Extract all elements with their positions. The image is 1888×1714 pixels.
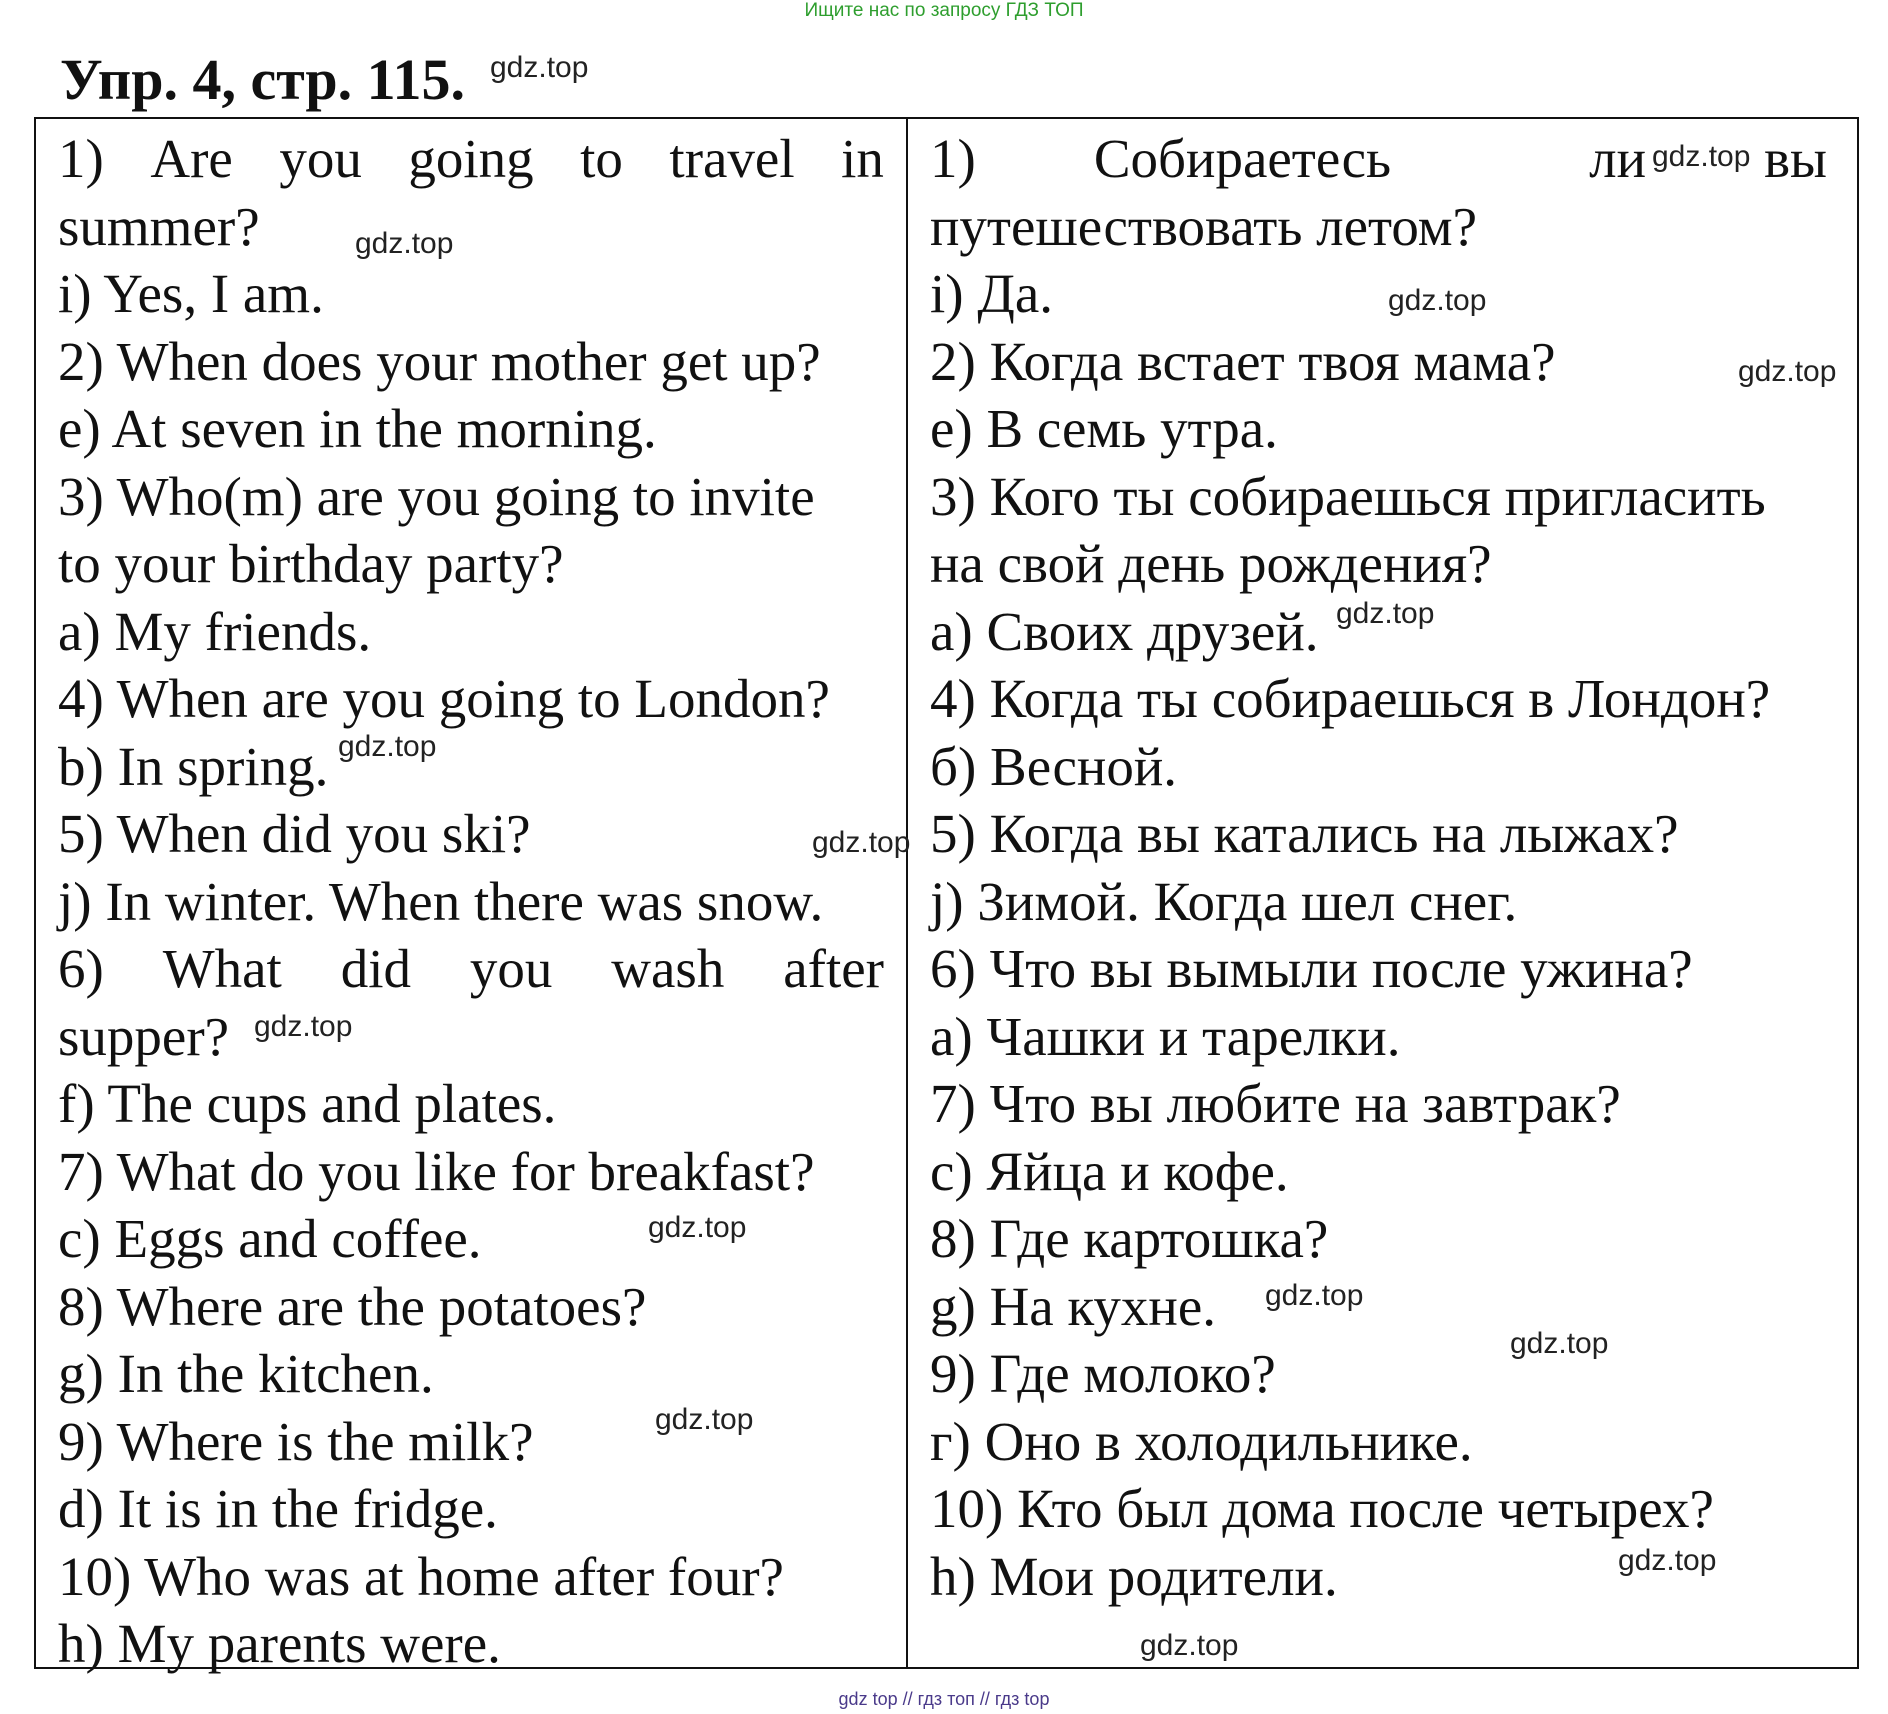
question-line: 7) Что вы любите на завтрак?	[930, 1073, 1621, 1134]
question-line: 8) Где картошка?	[930, 1208, 1329, 1269]
answer-line: e) В семь утра.	[930, 398, 1278, 459]
answer-line: b) In spring.	[58, 735, 329, 797]
question-line: 8) Where are the potatoes?	[58, 1275, 647, 1337]
question-line: 7) What do you like for breakfast?	[58, 1140, 815, 1202]
answer-line: j) In winter. When there was snow.	[58, 870, 824, 932]
watermark: gdz.top	[1652, 140, 1751, 173]
watermark: gdz.top	[1388, 284, 1487, 317]
column-divider	[906, 117, 908, 1669]
watermark: gdz.top	[1265, 1279, 1364, 1312]
watermark: gdz.top	[1618, 1544, 1717, 1577]
answer-line: а) Чашки и тарелки.	[930, 1005, 1401, 1067]
question-line: 4) Когда ты собираешься в Лондон?	[930, 668, 1771, 729]
question-line: 5) Когда вы катались на лыжах?	[930, 803, 1679, 864]
answer-line: g) In the kitchen.	[58, 1343, 434, 1404]
question-line: summer?	[58, 195, 260, 257]
question-line: 4) When are you going to London?	[58, 668, 830, 729]
question-line: 2) Когда встает твоя мама?	[930, 330, 1556, 392]
answer-line: с) Яйца и кофе.	[930, 1140, 1289, 1202]
answer-line: i) Да.	[930, 263, 1054, 324]
question-line: 3) Кого ты собираешься пригласить	[930, 465, 1766, 527]
question-line: 5) When did you ski?	[58, 803, 531, 864]
watermark: gdz.top	[254, 1010, 353, 1043]
answer-line: h) My parents were.	[58, 1613, 501, 1674]
answer-line: e) At seven in the morning.	[58, 398, 657, 459]
answer-line: g) На кухне.	[930, 1275, 1216, 1337]
answer-line: i) Yes, I am.	[58, 263, 324, 324]
question-line: 9) Where is the milk?	[58, 1410, 534, 1472]
question-line: путешествовать летом?	[930, 195, 1477, 257]
answer-line: d) It is in the fridge.	[58, 1478, 498, 1539]
question-line: 3) Who(m) are you going to invite	[58, 465, 815, 527]
question-line: 2) When does your mother get up?	[58, 330, 821, 392]
watermark: gdz.top	[655, 1403, 754, 1436]
watermark: gdz.top	[648, 1211, 747, 1244]
question-line: 6) What did you wash after	[58, 938, 884, 999]
watermark: gdz.top	[1140, 1629, 1239, 1662]
top-banner: Ищите нас по запросу ГДЗ ТОП	[804, 0, 1084, 21]
english-column	[58, 125, 884, 1678]
question-line: supper?	[58, 1005, 230, 1067]
question-line: to your birthday party?	[58, 533, 564, 594]
russian-column	[930, 125, 1835, 1610]
answer-line: j) Зимой. Когда шел снег.	[930, 870, 1518, 932]
answer-line: f) The cups and plates.	[58, 1073, 557, 1134]
question-line: на свой день рождения?	[930, 533, 1492, 594]
answer-line: б) Весной.	[930, 735, 1178, 797]
answer-line: a) Своих друзей.	[930, 600, 1319, 662]
answer-line: a) My friends.	[58, 600, 372, 662]
watermark: gdz.top	[1510, 1327, 1609, 1360]
question-line: 10) Кто был дома после четырех?	[930, 1478, 1714, 1539]
question-line: 10) Who was at home after four?	[58, 1545, 784, 1607]
watermark: gdz.top	[355, 227, 454, 260]
footer: gdz top // гдз топ // гдз top	[838, 1689, 1050, 1709]
answer-line: c) Eggs and coffee.	[58, 1208, 482, 1269]
question-line: 1) Собираетесь ли вы	[930, 128, 1827, 189]
question-line: 6) Что вы вымыли после ужина?	[930, 938, 1693, 999]
question-line: 1) Are you going to travel in	[58, 128, 884, 189]
watermark: gdz.top	[812, 826, 911, 859]
watermark: gdz.top	[1336, 597, 1435, 630]
answer-line: h) Мои родители.	[930, 1545, 1338, 1607]
question-line: 9) Где молоко?	[930, 1343, 1276, 1404]
answer-line: г) Оно в холодильнике.	[930, 1410, 1473, 1472]
watermark: gdz.top	[1738, 355, 1837, 388]
page-title: Упр. 4, стр. 115.	[60, 47, 465, 112]
watermark: gdz.top	[338, 730, 437, 763]
watermark: gdz.top	[490, 51, 589, 84]
